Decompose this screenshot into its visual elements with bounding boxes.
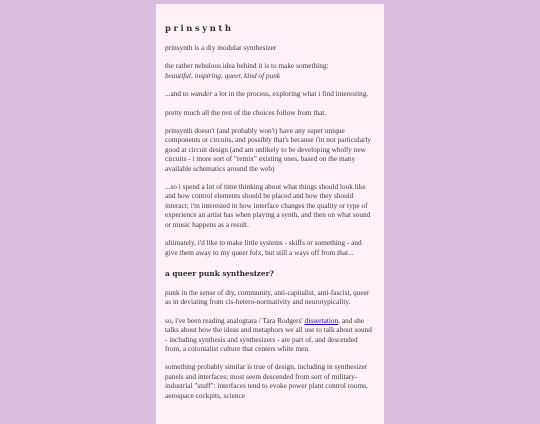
reading-after: , and she talks about how the ideas and metaphors we all use to talk about sound - including synthesis and synthesizers - are part of, and descended from, a colonialist culture that centers white men. bbox=[165, 315, 372, 353]
intro-paragraph: prinsynth is a diy modular synthesizer bbox=[165, 43, 277, 52]
site-title: prinsynth bbox=[165, 23, 234, 33]
ultimately-paragraph: ultimately, i'd like to make little systems - skiffs or something - and give them away to my queer folx, but still a ways off from that... bbox=[165, 238, 362, 257]
wander-before: ...and to bbox=[165, 89, 191, 99]
thinking-paragraph: ...so i spend a lot of time thinking about what things should look like and how control elements should be placed and how they should interact; i'm interested in how interface changes the quality or type of experience an artist has when playing a synth, and then on what sound or music happens as a result. bbox=[165, 182, 371, 229]
reading-paragraph bbox=[165, 316, 374, 354]
idea-qualities: beautiful, inspiring, queer, kind of punk bbox=[165, 70, 281, 80]
article-content bbox=[156, 23, 384, 400]
wander-after: a lot in the process, exploring what i find interesting. bbox=[212, 89, 369, 99]
no-unique-paragraph: prinsynth doesn't (and probably won't) have any super unique components or circuits, and possibly that's because i'm not particularly good at circuit design (and am unlikely to be developing wholly new circuits - i more sort of "remix" existing ones, based on the many available schematics around the web) bbox=[165, 126, 372, 173]
wander-emphasis: wander bbox=[190, 89, 213, 99]
idea-paragraph bbox=[165, 61, 374, 80]
punk-sense-paragraph: punk in the sense of diy, community, anti-capitalist, anti-fascist, queer as in deviating from cis-hetero-normativity and neurotypicality. bbox=[165, 287, 370, 307]
design-paragraph: something probably similar is true of design, including in synthesizer panels and interfaces; most seem descended from sort of military-industrial "stuff": interfaces tend to evoke power plant control rooms, aerospace cockpits, science bbox=[165, 362, 368, 400]
idea-lead: the rather nebulous idea behind it is to make something: bbox=[165, 61, 329, 71]
page-card bbox=[156, 4, 384, 424]
reading-before: so, i've been reading analogtara / Tara Rodgers' bbox=[165, 315, 305, 325]
heading-queer-punk: a queer punk synthesizer? bbox=[165, 268, 274, 278]
dissertation-link[interactable]: dissertation bbox=[304, 315, 339, 325]
wander-paragraph bbox=[165, 89, 374, 98]
choices-paragraph: pretty much all the rest of the choices follow from that. bbox=[165, 107, 327, 117]
